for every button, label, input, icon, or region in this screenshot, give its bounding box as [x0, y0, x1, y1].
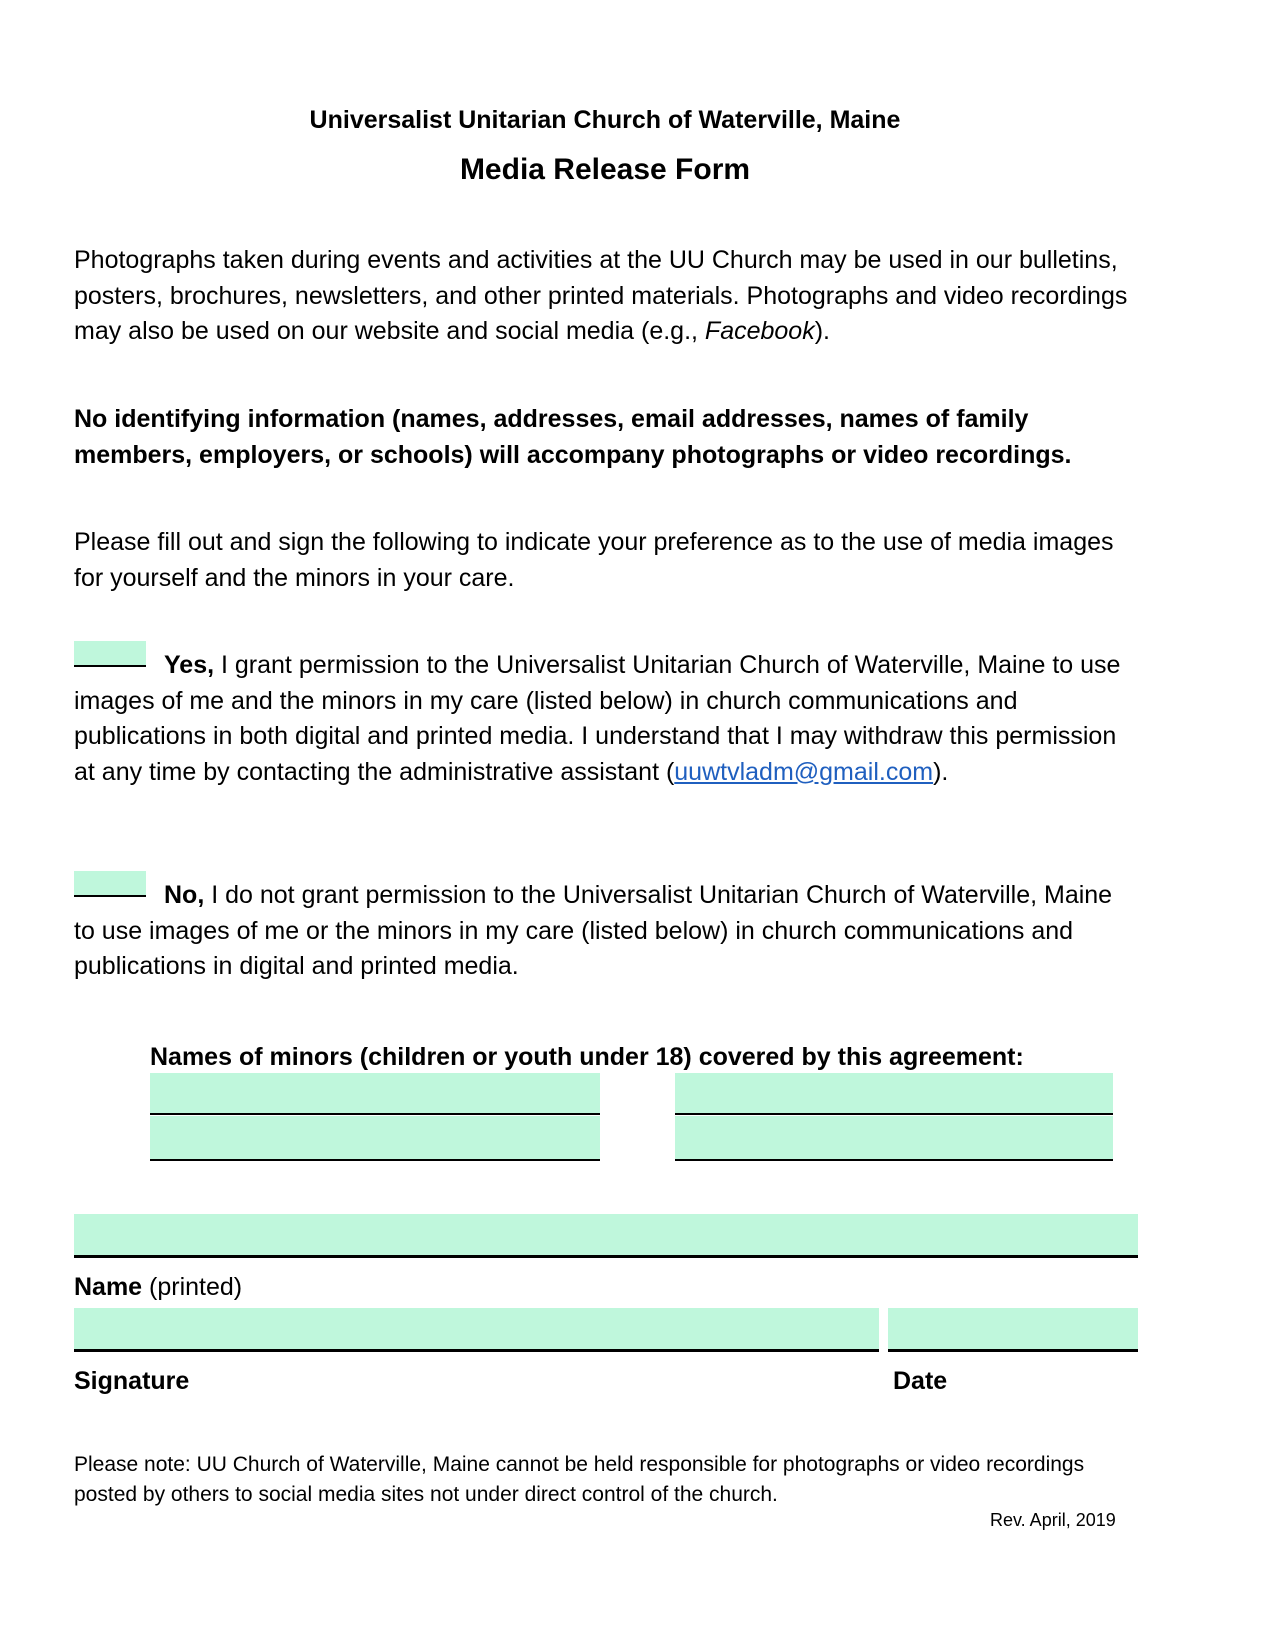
no-label: No,: [164, 881, 205, 909]
revision-date: Rev. April, 2019: [990, 1510, 1116, 1530]
disclaimer-note: Please note: UU Church of Waterville, Maine cannot be held responsible for photographs or video recordings posted by others to social media sites not under direct control of the church.: [74, 1453, 1085, 1506]
yes-label: Yes,: [164, 651, 215, 679]
intro-text-after: ).: [814, 317, 830, 345]
option-yes-paragraph: [74, 648, 1134, 790]
form-title: Media Release Form: [459, 153, 751, 186]
intro-paragraph: [74, 243, 1134, 350]
yes-checkbox-field[interactable]: [74, 641, 146, 667]
minor-name-field-3[interactable]: [150, 1116, 600, 1161]
printed-name-field[interactable]: [74, 1214, 1138, 1258]
organization-title: Universalist Unitarian Church of Waterville, Maine: [309, 106, 901, 134]
no-checkbox-field[interactable]: [74, 871, 146, 897]
minor-name-field-2[interactable]: [675, 1073, 1113, 1115]
minors-heading: Names of minors (children or youth under 18) covered by this agreement:: [150, 1043, 1024, 1071]
yes-text-end: ).: [933, 757, 949, 786]
date-field[interactable]: [888, 1308, 1138, 1352]
date-label: Date: [893, 1367, 948, 1395]
name-label-bold: Name: [74, 1273, 143, 1301]
minor-name-field-1[interactable]: [150, 1073, 600, 1115]
admin-email-link[interactable]: uuwtvladm@gmail.com: [674, 757, 934, 786]
intro-text-italic: Facebook: [704, 317, 815, 345]
yes-text: I grant permission to the Universalist Unitarian Church of Waterville, Maine to use images of me and the minors in my care (listed below) in church communications and publications in both digital and printed media. I understand that I may withdraw this permission at any time by contacting the administrative assistant (: [74, 651, 1121, 786]
privacy-statement: No identifying information (names, addresses, email addresses, names of family members, employers, or schools) will accompany photographs or video recordings.: [74, 405, 1072, 469]
signature-label: Signature: [74, 1367, 190, 1395]
no-text: I do not grant permission to the Universalist Unitarian Church of Waterville, Maine to use images of me or the minors in my care (listed below) in church communications and publications in digital and printed media.: [74, 881, 1113, 980]
intro-text-before: Photographs taken during events and activities at the UU Church may be used in our bulletins, posters, brochures, newsletters, and other printed materials. Photographs and video recordings may also be used on our website and social media (e.g.,: [74, 246, 1128, 345]
signature-field[interactable]: [74, 1308, 879, 1352]
option-no-paragraph: [74, 878, 1134, 985]
minor-name-field-4[interactable]: [675, 1116, 1113, 1161]
name-label-rest: (printed): [142, 1273, 243, 1301]
name-label: [74, 1273, 242, 1302]
instructions: Please fill out and sign the following to indicate your preference as to the use of media images for yourself and the minors in your care.: [74, 528, 1114, 592]
